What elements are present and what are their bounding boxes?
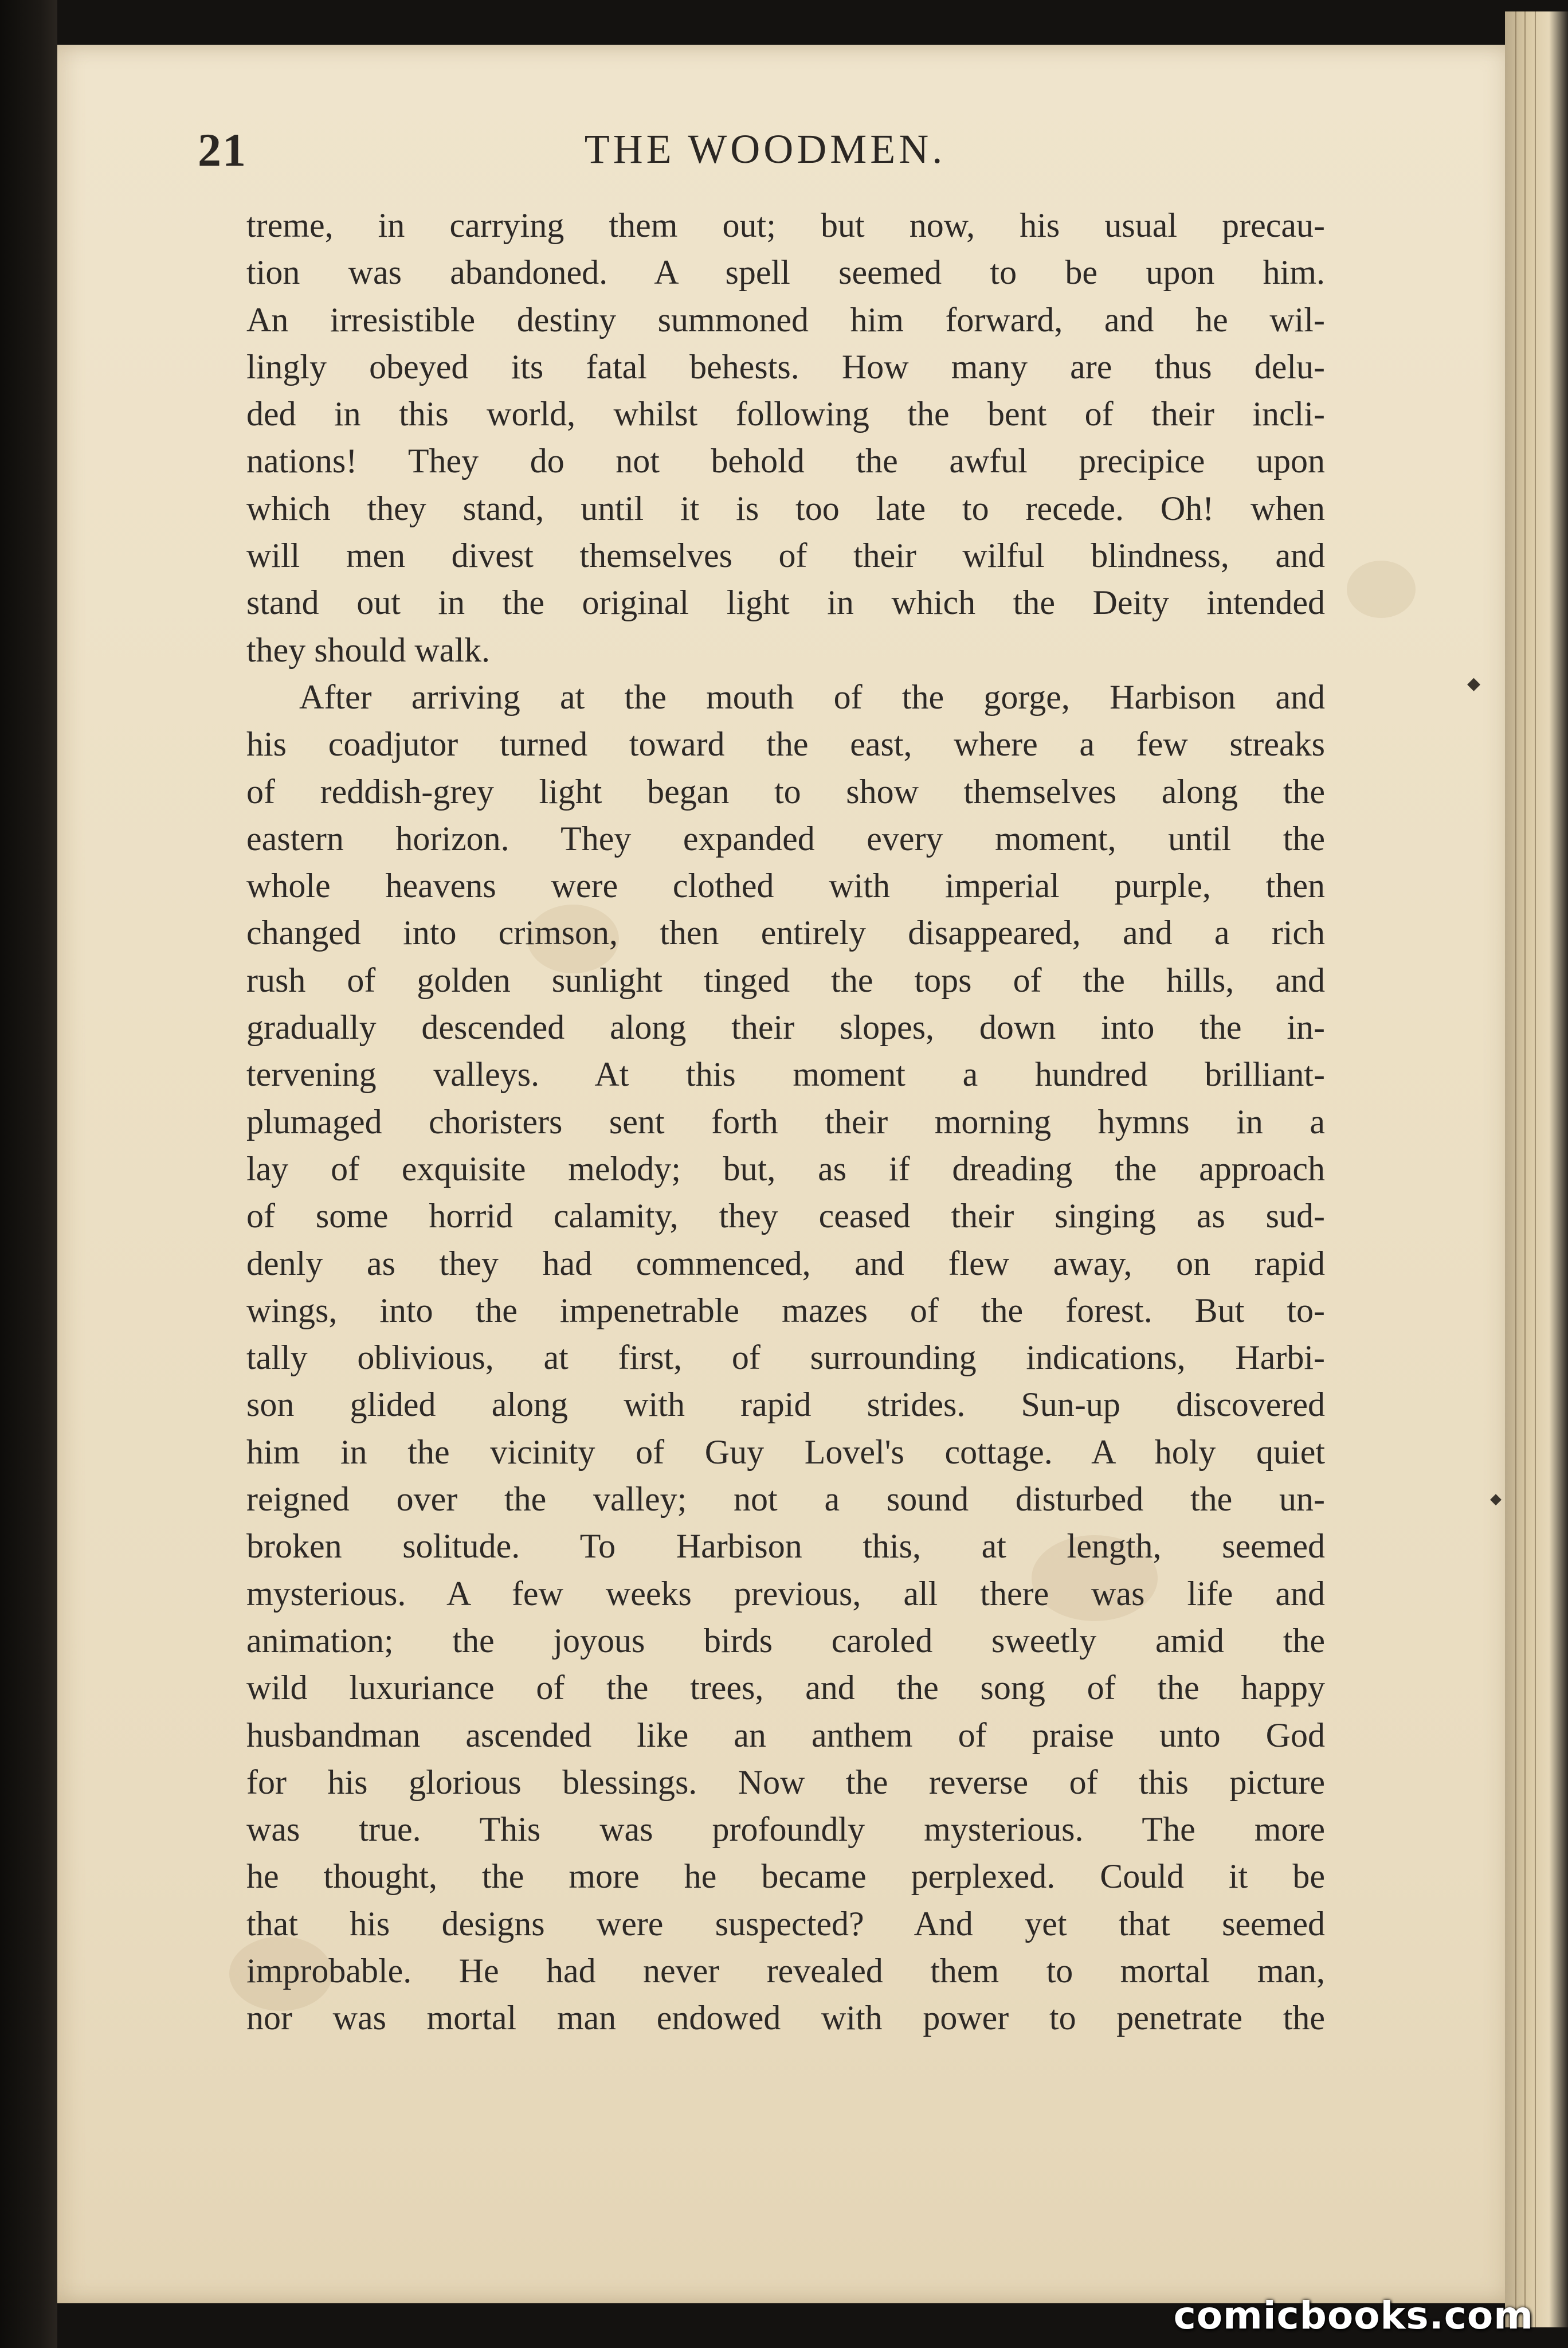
page-number: 21 bbox=[198, 124, 247, 176]
text-line: he thought, the more he became perplexed. Could it be bbox=[246, 1857, 1325, 1896]
text-line: will men divest themselves of their wilful blindness, and bbox=[246, 537, 1325, 575]
text-line: tion was abandoned. A spell seemed to be upon him. bbox=[246, 253, 1325, 292]
text-line: was true. This was profoundly mysterious. The more bbox=[246, 1810, 1325, 1849]
text-line: ded in this world, whilst following the bent of their incli- bbox=[246, 395, 1325, 433]
text-line: denly as they had commenced, and flew away, on rapid bbox=[246, 1244, 1325, 1282]
text-line: treme, in carrying them out; but now, his usual precau- bbox=[246, 206, 1325, 244]
text-line: that his designs were suspected? And yet that seemed bbox=[246, 1904, 1325, 1943]
text-line: his coadjutor turned toward the east, where a few streaks bbox=[246, 725, 1325, 764]
text-line: animation; the joyous birds caroled sweetly amid the bbox=[246, 1621, 1325, 1660]
text-line: whole heavens were clothed with imperial purple, then bbox=[246, 867, 1325, 905]
text-line: eastern horizon. They expanded every moment, until the bbox=[246, 819, 1325, 858]
text-line: rush of golden sunlight tinged the tops of the hills, and bbox=[246, 961, 1325, 999]
text-line: reigned over the valley; not a sound disturbed the un- bbox=[246, 1480, 1325, 1519]
adjacent-page-edge bbox=[1505, 11, 1568, 2327]
text-line: husbandman ascended like an anthem of praise unto God bbox=[246, 1716, 1325, 1754]
body-text bbox=[246, 202, 1325, 2042]
running-title: THE WOODMEN. bbox=[584, 126, 946, 172]
text-line: lingly obeyed its fatal behests. How many are thus delu- bbox=[246, 347, 1325, 386]
text-line: tervening valleys. At this moment a hundred brilliant- bbox=[246, 1055, 1325, 1094]
running-head bbox=[198, 123, 1332, 186]
text-line: nations! They do not behold the awful precipice upon bbox=[246, 442, 1325, 480]
margin-speck: ◆ bbox=[1467, 674, 1481, 694]
site-watermark: comicbooks.com bbox=[1173, 2294, 1534, 2338]
text-line: nor was mortal man endowed with power to penetrate the bbox=[246, 1999, 1325, 2037]
text-line: An irresistible destiny summoned him forward, and he wil- bbox=[246, 300, 1325, 339]
text-line: improbable. He had never revealed them to mortal man, bbox=[246, 1951, 1325, 1990]
text-line: mysterious. A few weeks previous, all there was life and bbox=[246, 1574, 1325, 1613]
text-line: stand out in the original light in which the Deity intended bbox=[246, 584, 1325, 622]
book-binding-edge bbox=[0, 0, 57, 2348]
text-line: lay of exquisite melody; but, as if dreading the approach bbox=[246, 1149, 1325, 1188]
text-line: wild luxuriance of the trees, and the song of the happy bbox=[246, 1669, 1325, 1707]
text-line: gradually descended along their slopes, down into the in- bbox=[246, 1008, 1325, 1047]
text-line: of some horrid calamity, they ceased their singing as sud- bbox=[246, 1197, 1325, 1235]
text-line: which they stand, until it is too late to recede. Oh! when bbox=[246, 489, 1325, 527]
text-line: of reddish-grey light began to show themselves along the bbox=[246, 772, 1325, 811]
text-line: broken solitude. To Harbison this, at length, seemed bbox=[246, 1527, 1325, 1566]
text-line: plumaged choristers sent forth their morning hymns in a bbox=[246, 1102, 1325, 1141]
text-line: son glided along with rapid strides. Sun-up discovered bbox=[246, 1386, 1325, 1424]
text-line: tally oblivious, at first, of surrounding indications, Harbi- bbox=[246, 1339, 1325, 1377]
text-line: they should walk. bbox=[246, 631, 490, 669]
text-line: for his glorious blessings. Now the reverse of this picture bbox=[246, 1763, 1325, 1801]
text-line: After arriving at the mouth of the gorge, Harbison and bbox=[299, 678, 1325, 716]
text-line: wings, into the impenetrable mazes of the forest. But to- bbox=[246, 1291, 1325, 1329]
text-line: changed into crimson, then entirely disappeared, and a rich bbox=[246, 914, 1325, 952]
text-line: him in the vicinity of Guy Lovel's cottage. A holy quiet bbox=[246, 1433, 1325, 1471]
margin-speck: ◆ bbox=[1490, 1490, 1502, 1508]
